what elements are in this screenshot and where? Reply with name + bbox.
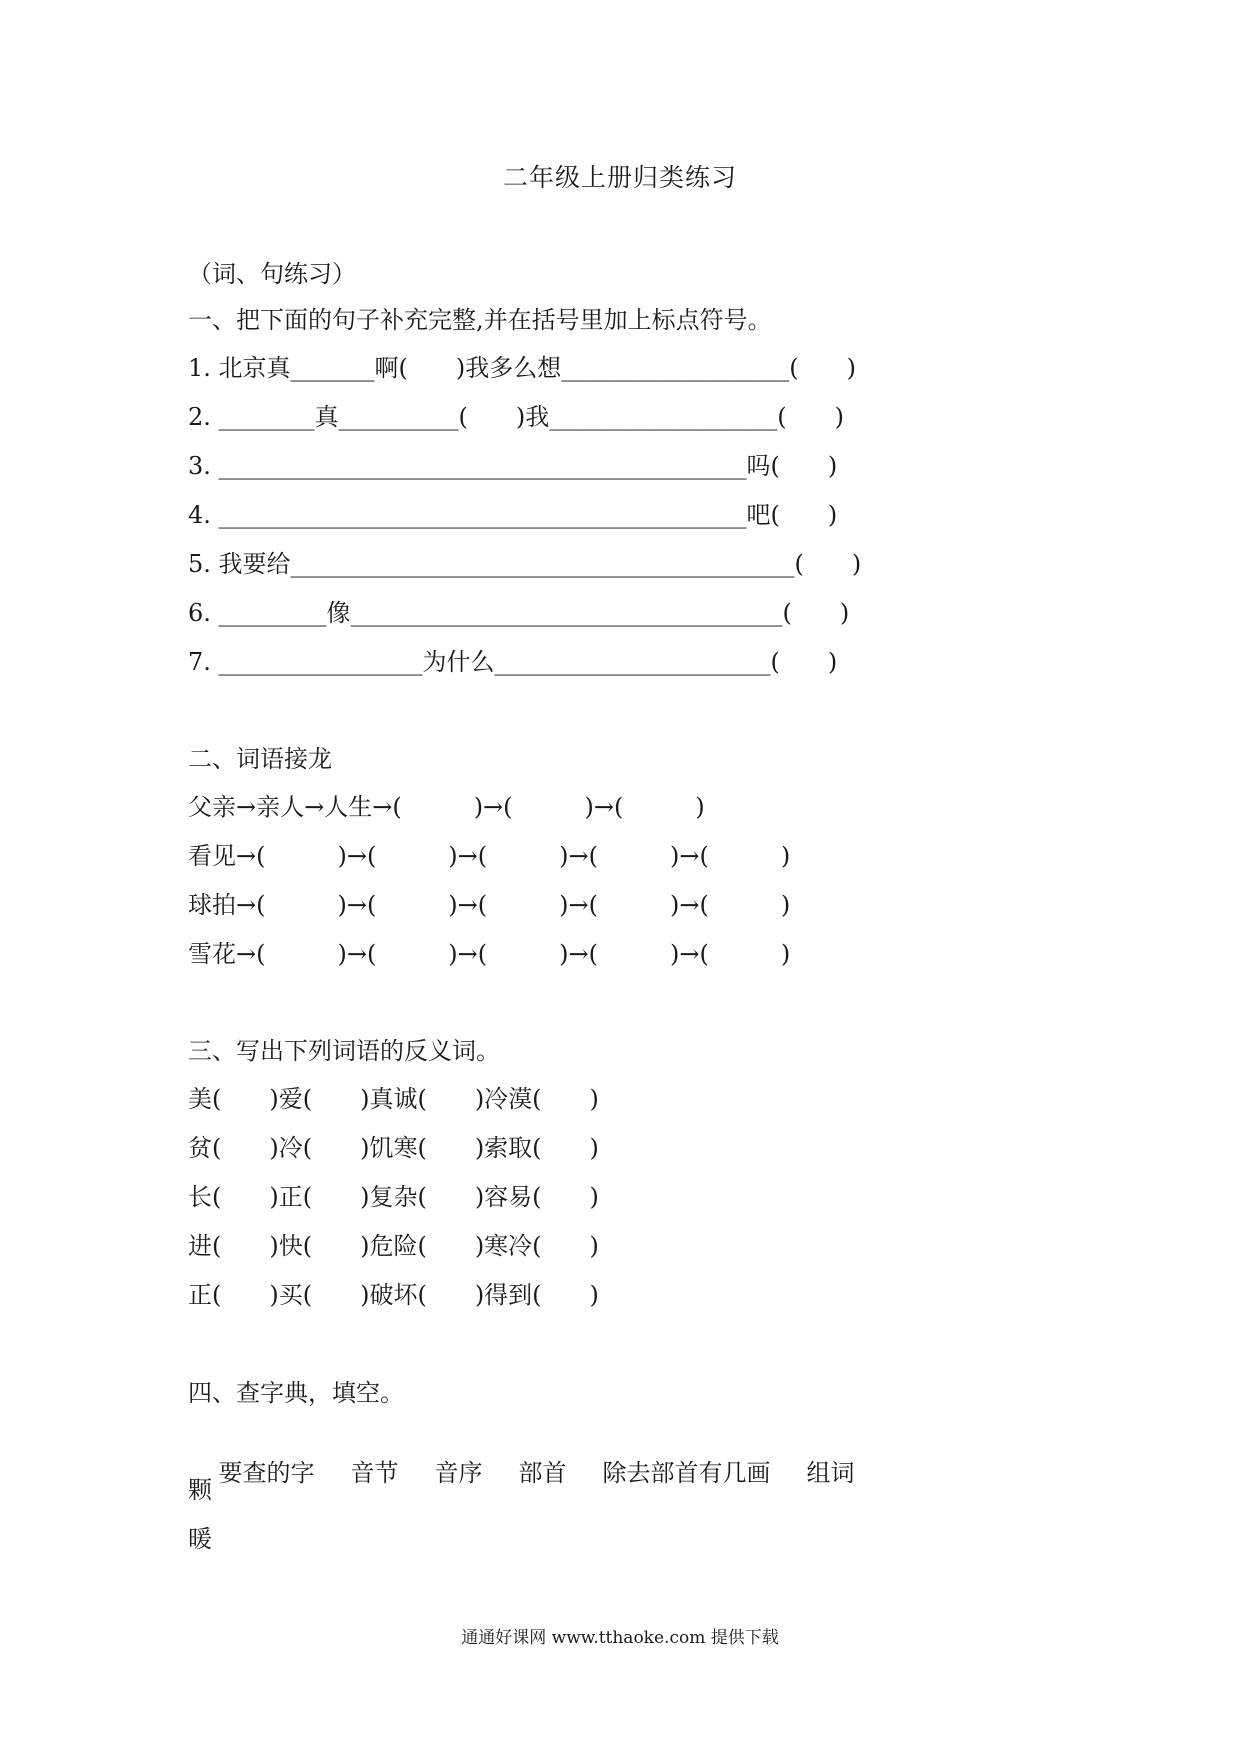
column-header: 除去部首有几画 bbox=[602, 1459, 771, 1487]
section3-item: 进( )快( )危险( )寒冷( ) bbox=[188, 1232, 599, 1260]
section1-item: 6. _________像____________________________________( ) bbox=[188, 599, 850, 627]
section2-item: 看见→( )→( )→( )→( )→( ) bbox=[188, 842, 791, 870]
section3-item: 长( )正( )复杂( )容易( ) bbox=[188, 1183, 599, 1211]
section1-item: 7. _________________为什么_______________________( ) bbox=[188, 648, 838, 676]
section4-heading: 四、查字典，填空。 bbox=[188, 1379, 404, 1407]
page-title: 二年级上册归类练习 bbox=[502, 163, 737, 192]
section2-item: 雪花→( )→( )→( )→( )→( ) bbox=[188, 940, 791, 968]
section2-item: 球拍→( )→( )→( )→( )→( ) bbox=[188, 891, 791, 919]
section3-heading: 三、写出下列词语的反义词。 bbox=[188, 1037, 500, 1065]
column-header: 组词 bbox=[806, 1459, 855, 1487]
column-header: 部首 bbox=[518, 1459, 567, 1487]
section1-item: 1. 北京真_______啊( )我多么想___________________( ) bbox=[188, 354, 856, 382]
section1-item: 3. ____________________________________________吗( ) bbox=[188, 452, 838, 480]
column-header: 音节 bbox=[350, 1459, 399, 1487]
section3-item: 贫( )冷( )饥寒( )索取( ) bbox=[188, 1134, 599, 1162]
section4-row: 暖 bbox=[188, 1525, 212, 1553]
section3-item: 正( )买( )破坏( )得到( ) bbox=[188, 1281, 599, 1309]
subtitle: （词、句练习） bbox=[188, 260, 356, 288]
section1-heading: 一、把下面的句子补充完整,并在括号里加上标点符号。 bbox=[188, 306, 772, 334]
section2-item: 父亲→亲人→人生→( )→( )→( ) bbox=[188, 793, 705, 821]
section1-item: 5. 我要给__________________________________________( ) bbox=[188, 550, 862, 578]
section1-item: 2. ________真__________( )我___________________( ) bbox=[188, 403, 844, 431]
section2-heading: 二、词语接龙 bbox=[188, 745, 332, 773]
section1-item: 4. ____________________________________________吧( ) bbox=[188, 501, 838, 529]
column-header: 要查的字 bbox=[218, 1459, 315, 1487]
column-header: 音序 bbox=[434, 1459, 483, 1487]
footer-credit: 通通好课网 www.tthaoke.com 提供下载 bbox=[461, 1628, 779, 1648]
section4-row: 颗 bbox=[188, 1476, 212, 1504]
section3-item: 美( )爱( )真诚( )冷漠( ) bbox=[188, 1085, 599, 1113]
section4-column-headers bbox=[188, 1425, 855, 1521]
